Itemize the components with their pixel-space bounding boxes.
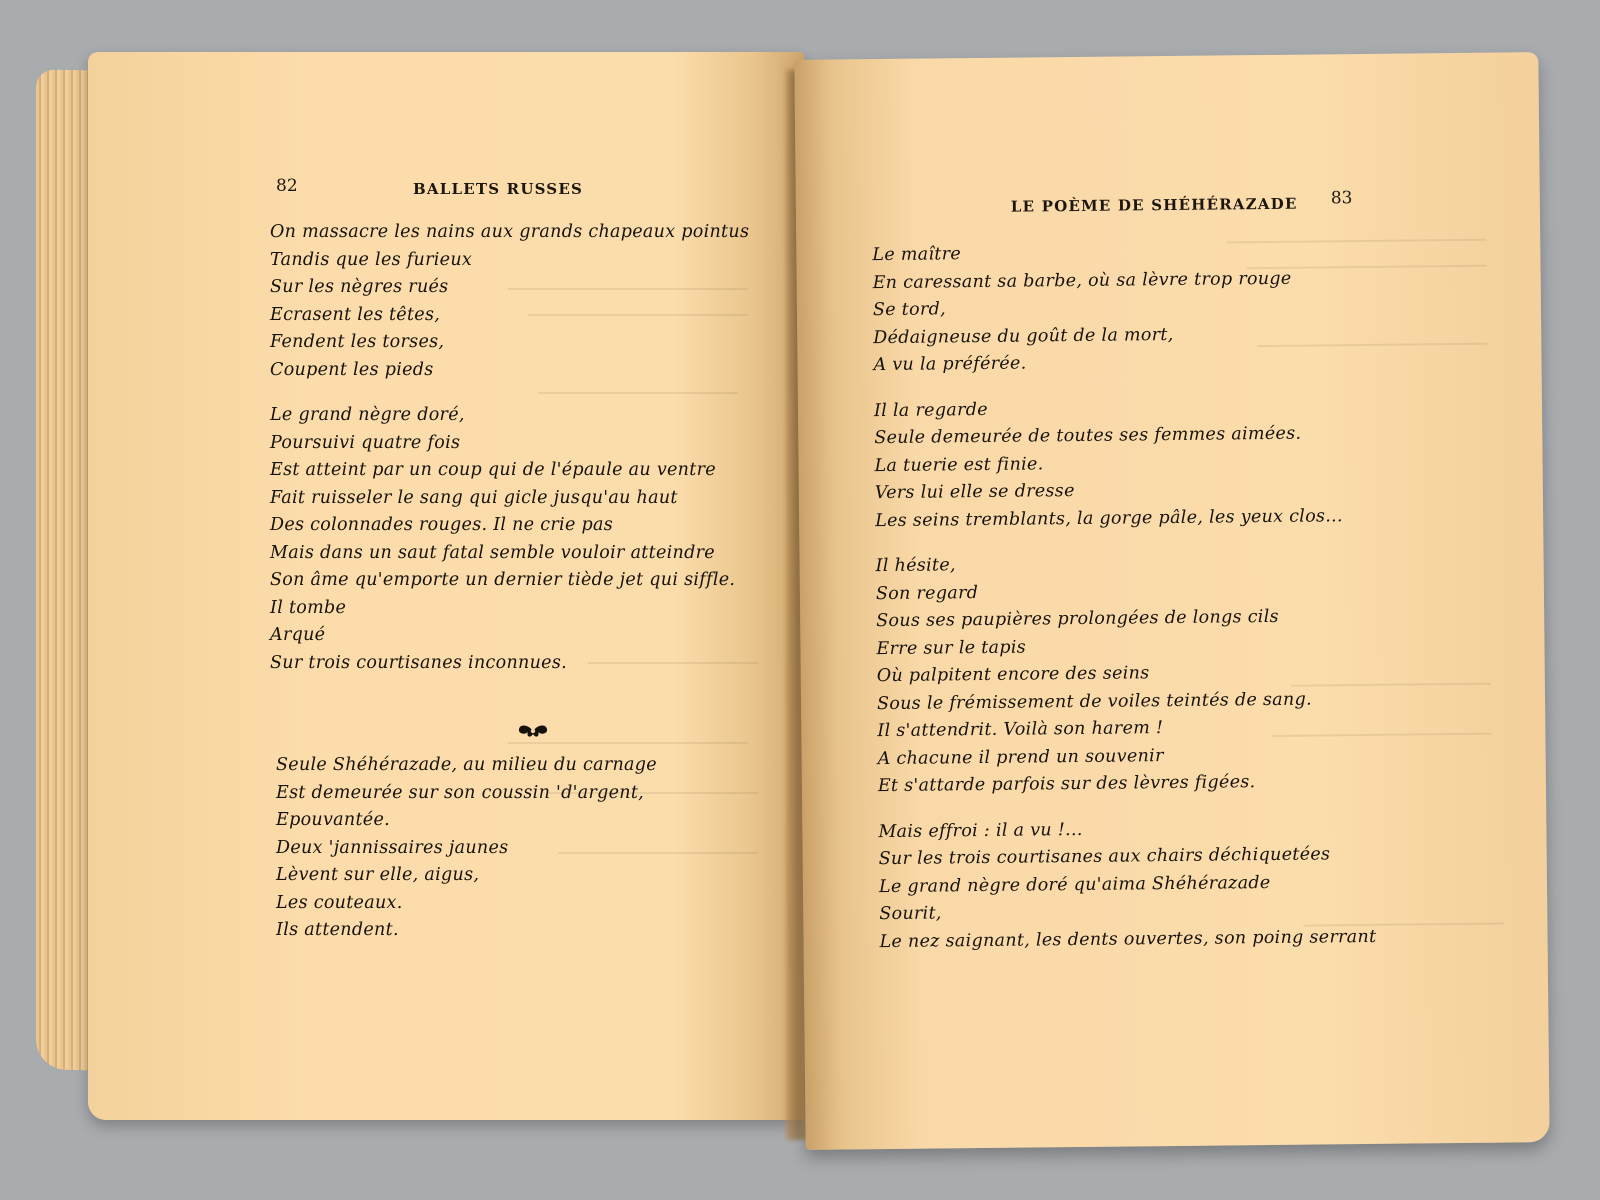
verse-line: Le grand nègre doré, bbox=[270, 405, 465, 425]
verse-line: Sous le frémissement de voiles teintés de sang. bbox=[876, 689, 1313, 714]
verse-line: Sur trois courtisanes inconnues. bbox=[270, 652, 567, 673]
stanza-right-1 bbox=[872, 237, 1376, 956]
verse-line: A vu la préférée. bbox=[873, 353, 1027, 376]
verse-line: Se tord, bbox=[872, 299, 947, 321]
verse-line: Ecrasent les têtes, bbox=[270, 304, 441, 325]
verse-line: Vers lui elle se dresse bbox=[874, 481, 1075, 504]
running-header-right: LE POÈME DE SHÉHÉRAZADE bbox=[1010, 194, 1298, 216]
fleuron-ornament-icon bbox=[516, 722, 550, 740]
verse-line: Mais dans un saut fatal semble vouloir atteindre bbox=[270, 542, 715, 563]
verse-line: Sur les nègres rués bbox=[270, 277, 449, 297]
page-number-right: 83 bbox=[1330, 188, 1353, 209]
verse-line: Epouvantée. bbox=[276, 810, 390, 830]
verse-line: Et s'attarde parfois sur des lèvres figées. bbox=[877, 772, 1256, 797]
verse-line: Sur les trois courtisanes aux chairs déchiquetées bbox=[878, 844, 1331, 870]
verse-line: Sous ses paupières prolongées de longs cils bbox=[876, 606, 1279, 632]
verse-line: Le grand nègre doré qu'aima Shéhérazade bbox=[878, 872, 1271, 897]
verse-line: Lèvent sur elle, aigus, bbox=[276, 865, 480, 885]
page-number-left: 82 bbox=[276, 176, 298, 196]
verse-line: A chacune il prend un souvenir bbox=[877, 745, 1164, 769]
verse-line: Son regard bbox=[875, 582, 979, 604]
verse-line: Deux 'jannissaires jaunes bbox=[276, 837, 509, 858]
left-page bbox=[88, 52, 804, 1120]
verse-line: Où palpitent encore des seins bbox=[876, 663, 1150, 687]
verse-line: Il la regarde bbox=[873, 399, 988, 421]
verse-line: Le nez saignant, les dents ouvertes, son poing serrant bbox=[879, 926, 1377, 952]
stanza-left-3 bbox=[276, 752, 657, 945]
verse-line: Erre sur le tapis bbox=[876, 637, 1027, 659]
verse-line: Il tombe bbox=[270, 597, 347, 618]
right-page bbox=[794, 52, 1549, 1150]
verse-line: Il s'attendrit. Voilà son harem ! bbox=[877, 718, 1164, 742]
verse-line: Il hésite, bbox=[875, 555, 956, 577]
verse-line: Fendent les torses, bbox=[270, 332, 445, 352]
verse-line: Mais effroi : il a vu !... bbox=[878, 819, 1083, 842]
verse-line: La tuerie est finie. bbox=[874, 453, 1044, 476]
verse-line: Des colonnades rouges. Il ne crie pas bbox=[270, 515, 613, 535]
verse-line: Ils attendent. bbox=[276, 920, 399, 940]
verse-line: Poursuivi quatre fois bbox=[270, 432, 461, 453]
running-header-left: BALLETS RUSSES bbox=[413, 180, 584, 198]
verse-line: Son âme qu'emporte un dernier tiède jet qui siffle. bbox=[270, 570, 736, 590]
verse-line: Est atteint par un coup qui de l'épaule au ventre bbox=[270, 460, 716, 480]
verse-line: On massacre les nains aux grands chapeaux pointus bbox=[270, 222, 750, 242]
verse-line: Le maître bbox=[872, 244, 962, 266]
verse-line: Sourit, bbox=[879, 903, 942, 925]
verse-line: Dédaigneuse du goût de la mort, bbox=[873, 324, 1174, 348]
verse-line: Seule Shéhérazade, au milieu du carnage bbox=[276, 755, 657, 775]
verse-line: En caressant sa barbe, où sa lèvre trop rouge bbox=[872, 268, 1292, 293]
verse-line: Arqué bbox=[270, 625, 326, 645]
verse-line: Coupent les pieds bbox=[270, 359, 434, 380]
verse-line: Seule demeurée de toutes ses femmes aimées. bbox=[874, 423, 1302, 449]
verse-line: Est demeurée sur son coussin 'd'argent, bbox=[276, 782, 645, 803]
verse-line: Tandis que les furieux bbox=[270, 249, 473, 270]
verse-line: Fait ruisseler le sang qui gicle jusqu'au haut bbox=[270, 487, 678, 508]
stanza-left-1 bbox=[270, 219, 749, 677]
verse-line: Les couteaux. bbox=[276, 892, 403, 913]
verse-line: Les seins tremblants, la gorge pâle, les yeux clos... bbox=[875, 505, 1343, 531]
